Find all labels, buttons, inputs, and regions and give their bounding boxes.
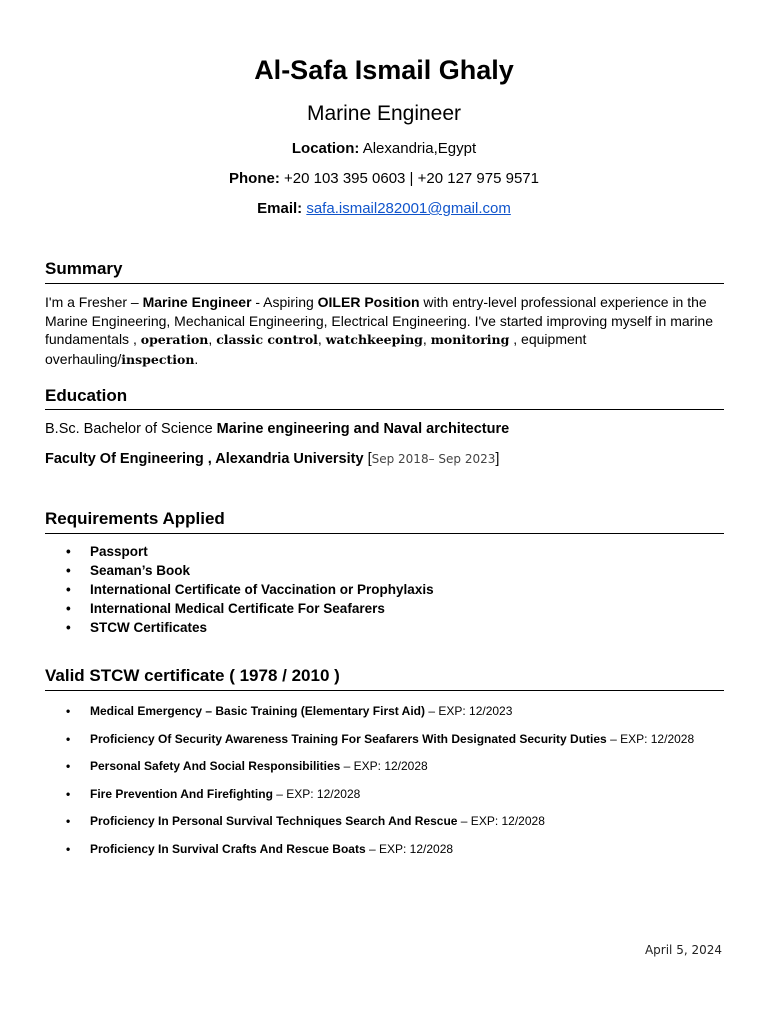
degree-line: [45, 421, 509, 437]
summary-bold-role: Marine Engineer: [142, 294, 252, 310]
list-item: [62, 698, 722, 726]
location-label: Location:: [291, 140, 360, 157]
list-item: [62, 781, 722, 809]
summary-divider: [45, 283, 724, 284]
requirements-list: [62, 542, 434, 637]
certificate-name: Proficiency In Personal Survival Techniques Search And Rescue: [90, 814, 458, 828]
certificate-name: Proficiency In Survival Crafts And Rescue Boats: [90, 841, 366, 856]
date-bracket-open: [: [363, 451, 372, 467]
skill-inspection: inspection: [121, 351, 195, 367]
candidate-name: Al-Safa Ismail Ghaly: [254, 55, 514, 85]
skill-operation: operation: [140, 332, 209, 347]
list-item: • International Medical Certificate For Seafarers: [62, 599, 434, 618]
skill-classic-control: classic control: [216, 332, 318, 347]
list-item: [62, 726, 722, 754]
summary-sep-3: ,: [422, 331, 431, 347]
faculty-line: [45, 451, 499, 467]
certificate-exp: – EXP: 12/2028: [272, 786, 361, 801]
summary-sep-2: ,: [317, 331, 326, 347]
requirements-heading: Requirements Applied: [45, 509, 225, 528]
list-item: • Passport: [62, 542, 434, 561]
faculty-name: Faculty Of Engineering , Alexandria University: [45, 451, 364, 467]
certificate-exp: – EXP: 12/2028: [606, 731, 695, 746]
list-item: • International Certificate of Vaccination or Prophylaxis: [62, 580, 434, 599]
certificate-exp: – EXP: 12/2028: [457, 814, 545, 828]
certificate-name: Personal Safety And Social Responsibilities: [90, 759, 341, 773]
email-line: [0, 200, 768, 217]
education-dates: Sep 2018– Sep 2023: [371, 452, 496, 466]
summary-bold-position: OILER Position: [317, 294, 420, 310]
stcw-list: [62, 698, 722, 863]
stcw-heading: Valid STCW certificate ( 1978 / 2010 ): [45, 666, 340, 685]
summary-heading: Summary: [45, 259, 123, 278]
date-bracket-close: ]: [495, 451, 500, 467]
summary-text-3: with entry-level professional experience in the Marine Engineering, Mechanical Engineering, Electrical Engineering. I've started improving myself in marine fundamentals ,: [45, 294, 714, 347]
location-line: [0, 140, 768, 157]
job-title: Marine Engineer: [306, 102, 462, 125]
summary-text-5: .: [194, 350, 199, 367]
skill-watchkeeping: watchkeeping: [325, 332, 423, 347]
phone-line: [0, 170, 768, 187]
email-link[interactable]: safa.ismail282001@gmail.com: [306, 200, 511, 217]
location-value: Alexandria,Egypt: [362, 140, 477, 157]
document-date: April 5, 2024: [644, 943, 722, 957]
summary-text: [45, 293, 725, 369]
requirements-divider: [45, 533, 724, 534]
summary-text-2: - Aspiring: [251, 294, 318, 310]
stcw-divider: [45, 690, 724, 691]
degree-prefix: B.Sc. Bachelor of Science: [45, 421, 217, 437]
certificate-name: Fire Prevention And Firefighting: [90, 786, 273, 801]
certificate-name: Proficiency Of Security Awareness Training For Seafarers With Designated Security Duties: [90, 731, 607, 746]
certificate-name: Medical Emergency – Basic Training (Elementary First Aid): [90, 704, 425, 718]
list-item: [62, 753, 722, 781]
email-label: Email:: [257, 200, 303, 217]
list-item: • STCW Certificates: [62, 618, 434, 637]
list-item: [62, 836, 722, 864]
summary-text-1: I'm a Fresher –: [45, 294, 143, 310]
summary-sep-1: ,: [208, 331, 217, 347]
list-item: [62, 808, 722, 836]
phone-label: Phone:: [229, 170, 280, 187]
education-divider: [45, 409, 724, 410]
certificate-exp: – EXP: 12/2023: [425, 704, 513, 718]
skill-monitoring: monitoring: [430, 332, 510, 347]
certificate-exp: – EXP: 12/2028: [340, 759, 428, 773]
degree-field: Marine engineering and Naval architecture: [216, 421, 510, 437]
certificate-exp: – EXP: 12/2028: [365, 841, 454, 856]
list-item: • Seaman’s Book: [62, 561, 434, 580]
summary-text-4: , equipment overhauling/: [45, 331, 587, 367]
phone-value: +20 103 395 0603 | +20 127 975 9571: [284, 170, 539, 187]
education-heading: Education: [45, 386, 128, 405]
